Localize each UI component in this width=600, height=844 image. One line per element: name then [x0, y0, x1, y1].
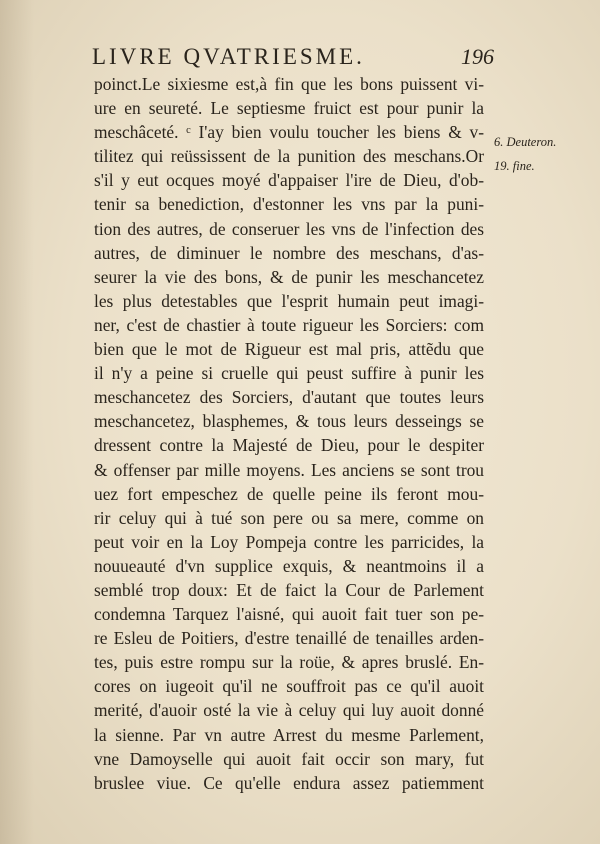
- text-line: condemna Tarquez l'aisné, qui auoit fait tuer son pe-: [94, 604, 484, 625]
- text-line: & offenser par mille moyens. Les anciens se sont trou: [94, 459, 484, 480]
- text-line: il n'y a peine si cruelle qui peust suffire à punir les: [94, 363, 484, 384]
- body-text: [94, 72, 484, 795]
- margin-notes: [494, 130, 590, 178]
- text-line: meschancetez, blasphemes, & tous leurs desseings se: [94, 411, 484, 432]
- text-line: re Esleu de Poitiers, d'estre tenaillé de tenailles arden-: [94, 628, 484, 649]
- running-title: LIVRE QVATRIESME.: [92, 44, 365, 69]
- gutter-shadow: [0, 0, 34, 844]
- text-line: tenir sa benediction, d'estonner les vns par la puni-: [94, 194, 484, 215]
- margin-note: 6. Deuteron.: [494, 135, 557, 149]
- text-line: vne Damoyselle qui auoit fait occir son mary, fut: [94, 748, 484, 769]
- text-line: merité, d'auoir osté la vie à celuy qui luy auoit donné: [94, 700, 484, 721]
- text-line: tes, puis estre rompu sur la roüe, & apres bruslé. En-: [94, 652, 484, 673]
- text-line: uez fort empeschez de quelle peine ils feront mou-: [94, 483, 484, 504]
- text-line: semblé trop doux: Et de faict la Cour de Parlement: [94, 579, 484, 600]
- text-line: s'il y eut ocques moyé d'appaiser l'ire de Dieu, d'ob-: [94, 170, 484, 191]
- text-line: ner, c'est de chastier à toute rigueur les Sorciers: com: [94, 314, 484, 335]
- text-line: dressent contre la Majesté de Dieu, pour le despiter: [94, 435, 484, 456]
- text-line: meschancetez des Sorciers, d'autant que toutes leurs: [94, 387, 484, 408]
- text-line: seurer la vie des bons, & de punir les meschancetez: [94, 266, 484, 287]
- text-line: bien que le mot de Rigueur est mal pris, attẽdu que: [94, 339, 484, 360]
- text-line: les plus detestables que l'esprit humain peut imagi-: [94, 290, 484, 311]
- text-line: tilitez qui reüssissent de la punition des meschans.Or: [94, 146, 484, 167]
- text-line: cores on iugeoit qu'il ne souffroit pas ce qu'il auoit: [94, 676, 484, 697]
- page-header: [92, 40, 494, 74]
- margin-note: 19. fine.: [494, 159, 535, 174]
- text-line: la sienne. Par vn autre Arrest du mesme Parlement,: [94, 724, 484, 745]
- text-line: bruslee viue. Ce qu'elle endura assez patiemment: [94, 772, 484, 793]
- text-line: tion des autres, de conseruer les vns de l'infection des: [94, 218, 484, 239]
- text-line: nouueauté d'vn supplice exquis, & neantmoins il a: [94, 555, 484, 576]
- text-line: peut voir en la Loy Pompeja contre les parricides, la: [94, 531, 484, 552]
- text-line: poinct.Le sixiesme est,à fin que les bons puissent vi-: [94, 74, 484, 94]
- text-line: meschâceté. ᶜ I'ay bien voulu toucher les biens & v-: [94, 122, 484, 143]
- text-line: ure en seureté. Le septiesme fruict est pour punir la: [94, 98, 484, 119]
- text-line: autres, de diminuer le nombre des meschans, d'as-: [94, 242, 484, 263]
- text-line: rir celuy qui à tué son pere ou sa mere, comme on: [94, 507, 484, 528]
- page-number: 196: [461, 44, 494, 69]
